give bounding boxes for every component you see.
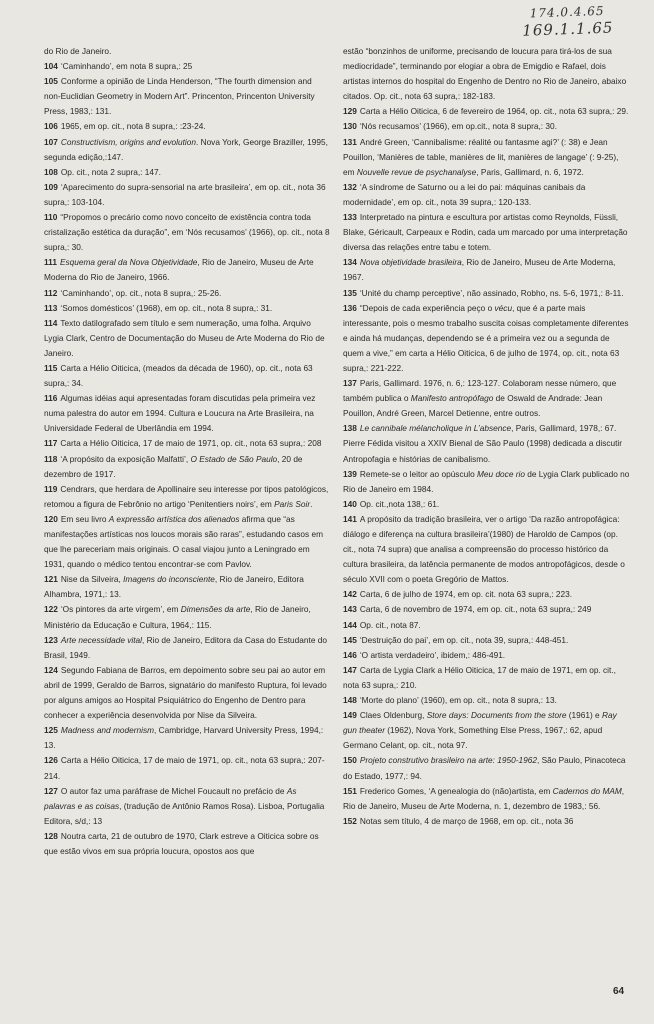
footnote-text: Nise da Silveira, xyxy=(60,574,124,585)
footnote xyxy=(343,618,631,633)
footnote-text: Remete-se o leitor ao opúsculo xyxy=(359,468,477,479)
footnote xyxy=(44,301,330,316)
footnote-text: , Rio de Janeiro, Ministério da Educação e Cultura, 1964,: 115. xyxy=(44,604,311,630)
footnote xyxy=(44,784,330,829)
page-number: 64 xyxy=(613,986,625,997)
footnote xyxy=(44,74,330,119)
footnote-number: 137 xyxy=(343,378,357,389)
footnote-number: 119 xyxy=(44,483,58,494)
notes-column-left xyxy=(44,44,330,859)
footnote-text: Carta, 6 de julho de 1974, em op. cit. nota 63 supra,: 223. xyxy=(359,589,573,600)
footnote xyxy=(44,436,330,451)
footnote-title: O Estado de São Paulo xyxy=(190,453,278,464)
footnote-number: 113 xyxy=(44,302,58,313)
footnote xyxy=(343,286,631,301)
footnote-title: Dimensões da arte xyxy=(180,604,251,615)
footnote-text: A propósito da tradição brasileira, ver o artigo ‘Da razão antropofágica: diálogo e diferença na cultura brasileira’(1980) de Haroldo de Campos (op. cit., nota 74 supra) que analisa a compreensão do processo histórico da cultura brasileira, da latência permanente de modos antropofágicos, desde o século XVII com o poeta Gregório de Mattos. xyxy=(343,513,625,585)
footnote-number: 125 xyxy=(44,725,58,736)
footnote xyxy=(44,753,330,783)
footnote xyxy=(343,648,631,663)
footnote-title: Le cannibale mélancholique in L’absence xyxy=(359,423,512,434)
footnote-text: ‘Somos domésticos’ (1968), em op. cit., nota 8 supra,: 31. xyxy=(60,302,273,313)
footnote xyxy=(44,633,330,663)
footnote-number: 128 xyxy=(44,830,58,841)
footnote-number: 140 xyxy=(343,498,357,509)
footnote-text: Noutra carta, 21 de outubro de 1970, Clark estreve a Oiticica sobre os que estão vivos em sua própria loucura, opostos aos que xyxy=(44,830,319,856)
footnote-text: Carta de Lygia Clark a Hélio Oiticica, 17 de maio de 1971, em op. cit., nota 63 supra,: 210. xyxy=(343,664,616,690)
footnote-number: 148 xyxy=(343,695,357,706)
footnote-number: 123 xyxy=(44,634,58,645)
footnote xyxy=(343,421,631,466)
footnote-title: Meu doce rio xyxy=(477,468,525,479)
footnote xyxy=(343,255,631,285)
footnote-number: 116 xyxy=(44,393,58,404)
footnote-text: , Rio de Janeiro, Museu de Arte Moderna do Rio de Janeiro, 1966. xyxy=(44,257,314,283)
footnote-number: 129 xyxy=(343,106,357,117)
footnote-text: (1961) e xyxy=(566,710,602,721)
footnote xyxy=(343,784,631,814)
footnote-number: 127 xyxy=(44,785,58,796)
footnote xyxy=(44,316,330,361)
footnote-number: 150 xyxy=(343,755,357,766)
footnote-text: “Propomos o precário como novo conceito de existência contra toda cristalização estética da duração”, em ‘Nós recusamos’ (1966), op. cit., nota 8 supra,: 30. xyxy=(44,212,330,253)
notes-column-right xyxy=(343,44,631,829)
footnote-number: 105 xyxy=(44,76,58,87)
footnote-number: 104 xyxy=(44,61,58,72)
footnote-text: Paris, Gallimard. 1976, n. 6,: 123-127. Colaboram nesse número, que também publica o xyxy=(343,378,617,404)
footnote-text: Segundo Fabiana de Barros, em depoimento sobre seu pai ao autor em abril de 1999, Geraldo de Barros, signatário do manifesto Ruptura, foi levado por alguns amigos ao Hospital Psiquiátrico do Engenho de Dentro para conhecer a experiência desenvolvida por Nise da Silveira. xyxy=(44,664,327,721)
footnote-title: Manifesto antropófago xyxy=(410,393,494,404)
footnote-title: vécu xyxy=(494,302,513,313)
footnote-text: O autor faz uma paráfrase de Michel Foucault no prefácio de xyxy=(60,785,287,796)
footnote xyxy=(343,708,631,753)
footnote-number: 147 xyxy=(343,664,357,675)
footnote-number: 145 xyxy=(343,634,357,645)
footnote-text: estão “bonzinhos de uniforme, precisando de loucura para tirá-los de sua mediocridade”, terminando por elogiar a obra de Emigdio e Rafael, dois artistas internos do hospital do Engenho de Dentro no Rio de Janeiro, abaixo citados. Op. cit., nota 63 supra,: 182-183. xyxy=(343,46,627,102)
footnote-text: Claes Oldenburg, xyxy=(359,710,427,721)
footnote-text: Em seu livro xyxy=(60,513,109,524)
footnote-number: 117 xyxy=(44,438,58,449)
footnote xyxy=(343,104,631,119)
footnote xyxy=(44,723,330,753)
footnote xyxy=(44,452,330,482)
footnote-number: 146 xyxy=(343,649,357,660)
footnote-text: “Depois de cada experiência peço o xyxy=(359,302,495,313)
footnote-title: A expressão artística dos alienados xyxy=(108,513,240,524)
footnote-title: Nouvelle revue de psychanalyse xyxy=(356,166,477,177)
footnote-text: , Rio de Janeiro, Editora Alhambra, 1971,: 13. xyxy=(44,574,304,600)
footnote xyxy=(44,119,330,134)
footnote-number: 118 xyxy=(44,453,58,464)
footnote xyxy=(343,633,631,648)
footnote-number: 110 xyxy=(44,212,58,223)
footnote-text: , (tradução de Antônio Ramos Rosa). Lisboa, Portugalia Editora, s/d,: 13 xyxy=(44,800,325,826)
footnote xyxy=(44,572,330,602)
footnote-number: 111 xyxy=(44,257,57,268)
footnote-text: Texto datilografado sem título e sem numeração, uma folha. Arquivo Lygia Clark, Centro de Documentação do Museu de Arte Moderna do Rio de Janeiro. xyxy=(44,317,325,358)
footnote xyxy=(44,135,330,165)
footnote-text: Frederico Gomes, ‘A genealogia do (não)artista, em xyxy=(359,785,553,796)
footnote xyxy=(343,301,631,376)
footnote-text: ‘Aparecimento do supra-sensorial na arte brasileira’, em op. cit., nota 36 supra,: 103-104. xyxy=(44,181,326,207)
footnote-number: 108 xyxy=(44,166,58,177)
footnote xyxy=(343,119,631,134)
footnote xyxy=(44,44,330,59)
footnote-number: 134 xyxy=(343,257,357,268)
handwritten-line-2: 169.1.1.65 xyxy=(521,18,614,40)
footnote-title: Nova objetividade brasileira xyxy=(359,257,462,268)
footnote-title: Madness and modernism xyxy=(60,725,154,736)
footnote xyxy=(343,467,631,497)
footnote-text: Algumas idéias aqui apresentadas foram discutidas pela primeira vez numa palestra do autor em 1994. Cultura e Loucura na Arte Brasileira, na Universidade Federal de Uberlândia em 1994. xyxy=(44,393,316,434)
footnote-text: ‘Morte do plano’ (1960), em op. cit., nota 8 supra,: 13. xyxy=(359,695,557,706)
footnote-number: 121 xyxy=(44,574,58,585)
footnote xyxy=(343,210,631,255)
footnote xyxy=(343,693,631,708)
footnote-text: Conforme a opinião de Linda Henderson, “The fourth dimension and non-Euclidian Geometry in Modern Art”. Princenton, Princenton University Press, 1983,: 131. xyxy=(44,76,315,117)
footnote-text: , São Paulo, Pinacoteca do Estado, 1977,: 94. xyxy=(343,755,626,781)
footnote-title: Imagens do inconsciente xyxy=(123,574,215,585)
footnote-text: ‘Unité du champ perceptive’, não assinado, Robho, ns. 5-6, 1971,: 8-11. xyxy=(359,287,624,298)
footnote-text: de Oswald de Andrade: Jean Pouillon, André Green, Marcel Detienne, entre outros. xyxy=(343,393,603,419)
footnote-text: Op. cit.,nota 138,: 61. xyxy=(359,498,440,509)
footnote xyxy=(44,663,330,723)
footnote xyxy=(44,210,330,255)
footnote-number: 133 xyxy=(343,212,357,223)
footnote-text: (1962), Nova York, Something Else Press, 1967,: 62, apud Germano Celant, op. cit., nota 97. xyxy=(343,725,603,751)
footnote-text: Carta a Hélio Oiticica, 17 de maio de 1971, op. cit., nota 63 supra,: 208 xyxy=(60,438,322,449)
footnote-text: ‘Nós recusamos’ (1966), em op.cit., nota 8 supra,: 30. xyxy=(359,121,557,132)
footnote xyxy=(343,512,631,587)
footnote-number: 141 xyxy=(343,513,357,524)
footnote xyxy=(343,814,631,829)
footnote xyxy=(343,180,631,210)
footnote-number: 139 xyxy=(343,468,357,479)
footnote-number: 106 xyxy=(44,121,58,132)
footnote-text: Carta a Hélio Oiticica, (meados da década de 1960), op. cit., nota 63 supra,: 34. xyxy=(44,362,313,389)
footnote-number: 130 xyxy=(343,121,357,132)
footnote-text: ‘Caminhando’, em nota 8 supra,: 25 xyxy=(60,61,193,72)
footnote-number: 112 xyxy=(44,287,58,298)
footnote-text: , 20 de dezembro de 1917. xyxy=(44,453,303,479)
footnote-text: ‘A síndrome de Saturno ou a lei do pai: máquinas canibais da modernidade’, em op. cit., nota 39 supra,: 120-133. xyxy=(343,181,586,207)
footnote-title: Store days: Documents from the store xyxy=(426,710,567,721)
footnote-number: 152 xyxy=(343,815,357,826)
footnote-text: , Paris, Gallimard, 1978,: 67. Pierre Fédida visitou a XXIV Bienal de São Paulo (1998) dedicada a discutir Antropofagia e histórias de canibalismo. xyxy=(343,423,623,464)
footnote-number: 114 xyxy=(44,317,58,328)
footnote-title: Arte necessidade vital xyxy=(60,634,143,645)
footnote xyxy=(343,376,631,421)
handwritten-annotation xyxy=(495,1,646,40)
footnote-number: 115 xyxy=(44,362,58,373)
footnote-title: Ray gun theater xyxy=(343,710,617,736)
footnote-text: do Rio de Janeiro. xyxy=(44,46,112,56)
footnote xyxy=(44,512,330,572)
footnote-text: Carta, 6 de novembro de 1974, em op. cit., nota 63 supra,: 249 xyxy=(359,604,592,615)
footnote-text: . xyxy=(310,498,313,509)
footnote xyxy=(343,587,631,602)
footnote-number: 149 xyxy=(343,710,357,721)
footnote-number: 109 xyxy=(44,181,58,192)
footnote xyxy=(44,286,330,301)
footnote-text: . Nova York, George Braziller, 1995, segunda edição,:147. xyxy=(44,136,328,162)
footnote-text: Interpretado na pintura e escultura por artistas como Reynolds, Füssli, Blake, Géricault, Carpeaux e Rodin, cada um marcado por uma interpretação diversa das relações entre tabu e totem. xyxy=(343,212,628,253)
footnote xyxy=(44,59,330,74)
footnote-text: Cendrars, que herdara de Apollinaire seu interesse por tipos patológicos, retomou a figura de Febrônio no artigo ‘Penitentiers noirs’, em xyxy=(44,483,329,509)
footnote xyxy=(343,135,631,180)
footnote-text: afirma que “as manifestações artísticas nos loucos morais são raras”, estudando casos em que lhe pareceriam mais originais. O casal viajou junto a Leningrado em 1931, quando o médico tentou encontrar-se com Pavlov. xyxy=(44,513,323,570)
footnote-text: , que é a parte mais interessante, pois o mesmo trabalho suscita coisas completamente diferentes e ainda há mudanças, dependendo se é a primeira vez ou a segunda de quem a vive,” em carta a Hélio Oiticica, 6 de julho de 1974, op. cit., nota 63 supra,: 221-222. xyxy=(343,302,629,373)
footnote xyxy=(343,602,631,617)
footnote-text: , Cambridge, Harvard University Press, 1994,: 13. xyxy=(44,725,324,751)
footnote xyxy=(343,663,631,693)
footnote xyxy=(44,602,330,632)
footnote-text: Notas sem título, 4 de março de 1968, em op. cit., nota 36 xyxy=(359,815,574,826)
footnote-text: Carta a Hélio Oiticica, 6 de fevereiro de 1964, op. cit., nota 63 supra,: 29. xyxy=(359,106,629,117)
footnote-text: , Rio de Janeiro, Editora da Casa do Estudante do Brasil, 1949. xyxy=(44,634,327,660)
footnote-text: André Green, ‘Cannibalisme: réalité ou fantasme agi?’ (: 38) e Jean Pouillon, ‘Manières de table, manières de lit, manières de langage’ (: 9-25), em xyxy=(343,136,619,177)
footnote xyxy=(44,391,330,436)
footnote-text: de Lygia Clark publicado no Rio de Janeiro em 1984. xyxy=(343,468,630,494)
footnote xyxy=(44,180,330,210)
footnote-title: Paris Soir xyxy=(274,498,311,509)
footnote-text: Carta a Hélio Oiticica, 17 de maio de 1971, op. cit., nota 63 supra,: 207-214. xyxy=(44,755,325,781)
footnote-text: 1965, em op. cit., nota 8 supra,: :23-24. xyxy=(60,121,206,132)
footnote-title: As palavras e as coisas xyxy=(44,785,297,811)
footnote-number: 126 xyxy=(44,755,58,766)
footnote-number: 138 xyxy=(343,423,357,434)
footnote xyxy=(343,497,631,512)
footnote-text: Op. cit., nota 87. xyxy=(359,619,421,630)
footnote-text: ‘A propósito da exposição Malfatti’, xyxy=(60,453,191,464)
footnote-number: 132 xyxy=(343,181,357,192)
handwritten-line-1: 174.0.4.65 xyxy=(529,3,605,21)
footnote xyxy=(343,44,631,104)
footnote-title: Cadernos do MAM xyxy=(552,785,622,796)
footnote xyxy=(44,255,330,285)
footnote-number: 136 xyxy=(343,302,357,313)
footnote-text: , Paris, Gallimard, n. 6, 1972. xyxy=(476,166,584,177)
footnote-text: ‘Destruição do pai’, em op. cit., nota 39, supra,: 448-451. xyxy=(359,634,569,645)
footnote xyxy=(44,482,330,512)
footnote-number: 107 xyxy=(44,136,58,147)
footnote xyxy=(343,753,631,783)
footnote-number: 142 xyxy=(343,589,357,600)
footnote-number: 144 xyxy=(343,619,357,630)
footnote-text: Op. cit., nota 2 supra,: 147. xyxy=(60,166,161,177)
footnote-title: Projeto construtivo brasileiro na arte: 1950-1962 xyxy=(359,755,537,766)
footnote-text: ‘Caminhando’, op. cit., nota 8 supra,: 25-26. xyxy=(60,287,222,298)
footnote-text: , Rio de Janeiro, Museu de Arte Moderna, 1967. xyxy=(343,257,616,283)
footnote-number: 151 xyxy=(343,785,357,796)
footnote-text: ‘O artista verdadeiro’, ibidem,: 486-491. xyxy=(359,649,506,660)
footnote xyxy=(44,361,330,391)
footnote xyxy=(44,829,330,859)
footnote-number: 143 xyxy=(343,604,357,615)
footnote xyxy=(44,165,330,180)
footnote-number: 124 xyxy=(44,664,58,675)
footnote-number: 122 xyxy=(44,604,58,615)
footnote-text: ‘Os pintores da arte virgem’, em xyxy=(60,604,181,615)
footnote-number: 135 xyxy=(343,287,357,298)
footnote-text: , Rio de Janeiro, Museu de Arte Moderna, n. 1, dezembro de 1983,: 56. xyxy=(343,785,625,811)
footnote-number: 120 xyxy=(44,513,58,524)
footnote-title: Constructivism, origins and evolution xyxy=(60,136,196,147)
footnote-title: Esquema geral da Nova Objetividade xyxy=(59,257,198,268)
footnote-number: 131 xyxy=(343,136,357,147)
